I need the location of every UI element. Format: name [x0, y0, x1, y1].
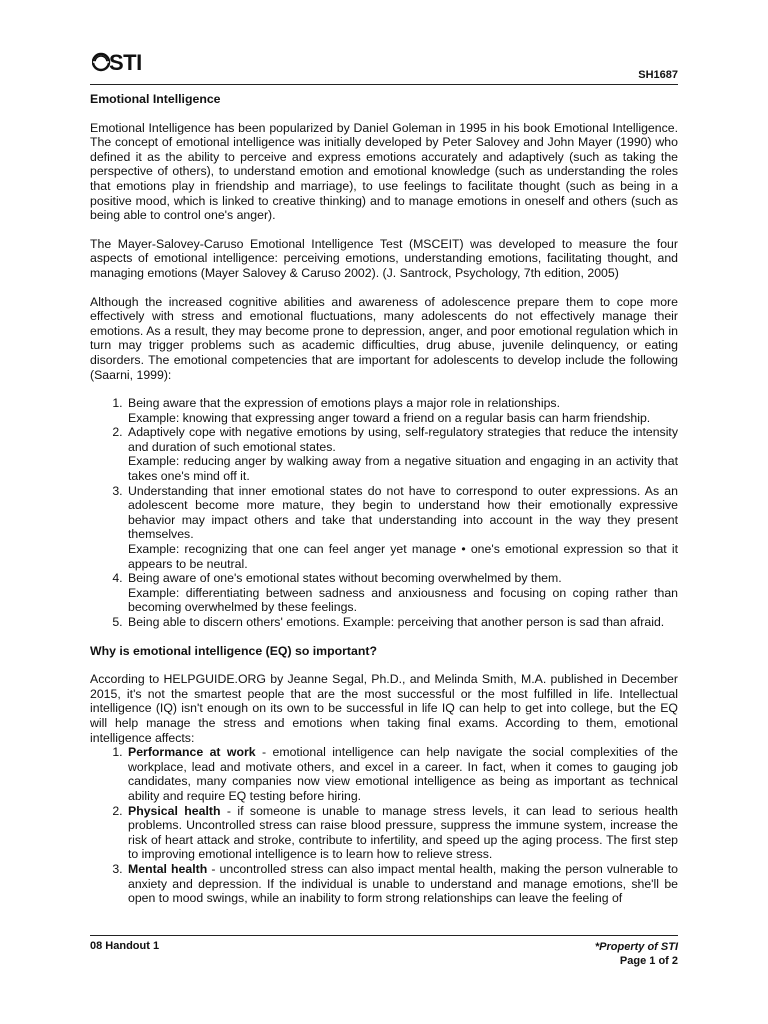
list-item: 4. Being aware of one's emotional states without becoming overwhelmed by them. Example: differentiating between sadness and anxiousness and focusing on coping rather than becoming overwhelmed by these feelings.	[126, 571, 678, 615]
list-item-example: Example: differentiating between sadness and anxiousness and focusing on coping rather than becoming overwhelmed by these feelings.	[128, 585, 678, 615]
logo-text: STI	[109, 50, 142, 75]
footer-divider	[90, 935, 678, 936]
document-body	[90, 92, 678, 906]
paragraph: Although the increased cognitive abilities and awareness of adolescence prepare them to cope more effectively with stress and emotional fluctuations, many adolescents do not effectively manage their emotions. As a result, they may become prone to depression, anger, and poor emotional regulation which in turn may trigger problems such as academic difficulties, drug abuse, juvenile delinquency, or eating disorders. The emotional competencies that are important for adolescents to develop include the following (Saarni, 1999):	[90, 294, 678, 382]
handout-label: 08 Handout 1	[90, 940, 160, 952]
section-title-emotional-intelligence: Emotional Intelligence	[90, 92, 221, 106]
section-title-eq-importance: Why is emotional intelligence (EQ) so important?	[90, 643, 377, 658]
list-term: Performance at work	[128, 745, 256, 760]
list-item-example: Example: recognizing that one can feel anger yet manage • one's emotional expression so that it appears to be neutral.	[128, 542, 678, 571]
list-item: 3. Understanding that inner emotional states do not have to correspond to outer expressions. As an adolescent become more mature, they begin to understand how their emotionally expressive behavior may impact others and take that understanding into account in the way they present themselves. Example: recognizing that one can feel anger yet manage • one's emotional expression so that it appears to be neutral.	[126, 484, 678, 572]
list-item: 5. Being able to discern others' emotions. Example: perceiving that another person is sad than afraid.	[126, 615, 678, 630]
list-item: 1. Performance at work - emotional intelligence can help navigate the social complexities of the workplace, lead and motivate others, and excel in a career. In fact, when it comes to gauging job candidates, many companies now view emotional intelligence as being as important as technical ability and require EQ testing before hiring.	[126, 745, 678, 803]
list-term: Physical health	[128, 803, 221, 818]
list-item-example: Example: knowing that expressing anger toward a friend on a regular basis can harm friendship.	[128, 410, 651, 425]
property-label: *Property of STI	[594, 941, 678, 953]
header-divider	[90, 84, 678, 85]
list-item-example: Example: reducing anger by walking away from a negative situation and engaging in an activity that takes one's mind off it.	[128, 454, 678, 484]
paragraph: The Mayer-Salovey-Caruso Emotional Intelligence Test (MSCEIT) was developed to measure the four aspects of emotional intelligence: perceiving emotions, understanding emotions, facilitating thought, and managing emotions (Mayer Salovey & Caruso 2002). (J. Santrock, Psychology, 7th edition, 2005)	[90, 236, 678, 280]
footer-right	[595, 940, 678, 968]
list-item: 1. Being aware that the expression of emotions plays a major role in relationships. Example: knowing that expressing anger toward a friend on a regular basis can harm friendship.	[126, 396, 678, 425]
competencies-list	[90, 396, 678, 630]
paragraph: Emotional Intelligence has been popularized by Daniel Goleman in 1995 in his book Emotional Intelligence. The concept of emotional intelligence was initially developed by Peter Salovey and John Mayer (1990) who defined it as the ability to perceive and express emotions accurately and adaptively (such as taking the perspective of others), to understand emotion and emotional knowledge (such as understanding the roles that emotions play in friendship and marriage), to use feelings to facilitate thought (such as being in a positive mood, which is linked to creative thinking) and to manage emotions in oneself and others (such as being able to control one's anger).	[90, 120, 678, 223]
document-code: SH1687	[638, 69, 678, 81]
list-term: Mental health	[128, 861, 208, 876]
list-item: 2. Physical health - if someone is unable to manage stress levels, it can lead to serious health problems. Uncontrolled stress can raise blood pressure, suppress the immune system, increase the risk of heart attack and stroke, contribute to infertility, and speed up the aging process. The first step to improving emotional intelligence is to learn how to relieve stress.	[126, 804, 678, 862]
page-number: Page 1 of 2	[619, 955, 678, 967]
list-item: 3. Mental health - uncontrolled stress can also impact mental health, making the person vulnerable to anxiety and depression. If the individual is unable to understand and manage emotions, she'll be open to mood swings, while an inability to form strong relationships can leave the feeling of	[126, 862, 678, 906]
eq-affects-list	[90, 745, 678, 906]
paragraph: According to HELPGUIDE.ORG by Jeanne Segal, Ph.D., and Melinda Smith, M.A. published in December 2015, it's not the smartest people that are the most successful or the most fulfilled in life. Intellectual intelligence (IQ) isn't enough on its own to be successful in life IQ can help to get into college, but the EQ will help manage the stress and emotions when taking final exams. According to them, emotional intelligence affects:	[90, 672, 678, 745]
list-item: 2. Adaptively cope with negative emotions by using, self-regulatory strategies that reduce the intensity and duration of such emotional states. Example: reducing anger by walking away from a negative situation and engaging in an activity that takes one's mind off it.	[126, 425, 678, 483]
